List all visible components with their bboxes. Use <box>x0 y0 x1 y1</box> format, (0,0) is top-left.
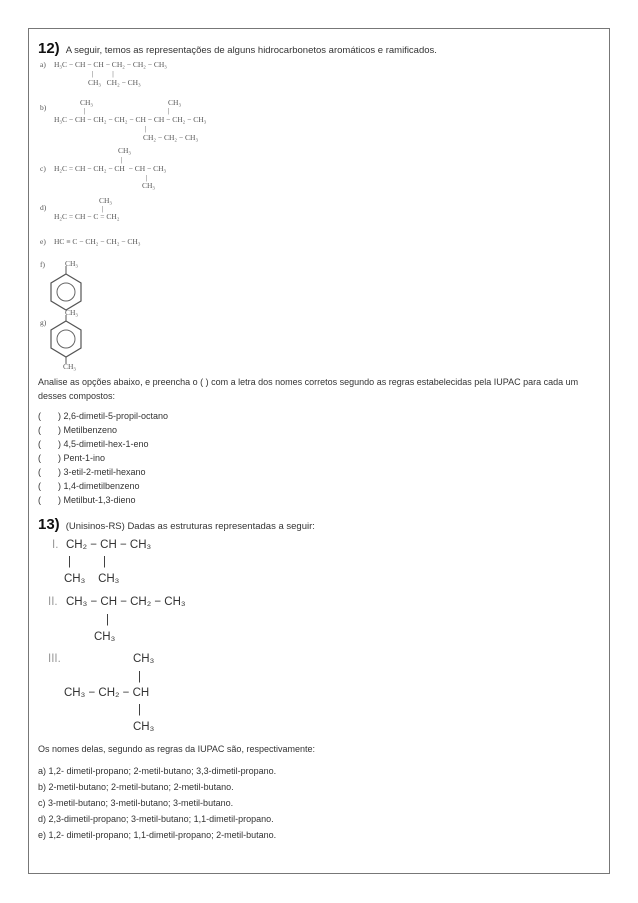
option-row: ( ) Metilbenzeno <box>38 425 118 435</box>
structure-g-label: g) <box>40 318 47 327</box>
structure-d-top: CH₃ <box>99 196 113 205</box>
structure-c-topbond: | <box>121 155 123 164</box>
question-12-header <box>38 40 437 57</box>
structure-c-main: H₂C = CH − CH₂ − CH − CH − CH₃ <box>54 164 167 173</box>
structure-III-label: III. <box>48 653 61 665</box>
structure-III-bot: CH₃ <box>133 721 155 733</box>
structure-b-topbond: | | <box>84 106 170 115</box>
structure-c-label: c) <box>40 164 46 173</box>
answer-option: a) 1,2- dimetil-propano; 2-metil-butano; 3,3-dimetil-propano. <box>38 766 277 776</box>
structure-g-sub-top: CH₃ <box>65 308 79 317</box>
answer-option: d) 2,3-dimetil-propano; 3-metil-butano; 1,1-dimetil-propano. <box>38 814 274 824</box>
structure-f-label: f) <box>40 260 45 269</box>
structure-III-top: CH₃ <box>133 653 155 665</box>
structure-a-bonds: | | <box>92 69 114 78</box>
structure-a-main: H₃C − CH − CH − CH₂ − CH₂ − CH₃ <box>54 60 167 69</box>
option-row: ( ) Metilbut-1,3-dieno <box>38 495 136 505</box>
structure-c-top: CH₃ <box>118 146 132 155</box>
structure-I-label: I. <box>52 539 59 551</box>
structure-II-label: II. <box>48 596 58 608</box>
question-13-header <box>38 516 315 533</box>
structure-b-label: b) <box>40 103 47 112</box>
structure-b-botbond: | <box>145 124 147 133</box>
structure-b-main: H₃C − CH − CH₂ − CH₂ − CH − CH − CH₂ − CH₃ <box>54 115 207 124</box>
option-row: ( ) 2,6-dimetil-5-propil-octano <box>38 411 169 421</box>
answer-option: c) 3-metil-butano; 3-metil-butano; 3-metil-butano. <box>38 798 234 808</box>
structure-e-label: e) <box>40 237 46 246</box>
structure-b-top: CH₃ CH₃ <box>80 98 182 107</box>
structure-III-botbond: | <box>138 704 141 716</box>
question-13-question: Os nomes delas, segundo as regras da IUPAC são, respectivamente: <box>38 744 315 754</box>
structure-a-subs: CH₃ CH₂ − CH₃ <box>88 78 141 87</box>
benzene-ring-f <box>48 266 84 314</box>
question-12-intro: A seguir, temos as representações de alguns hidrocarbonetos aromáticos e ramificados. <box>65 45 437 56</box>
structure-I-main: CH₂ − CH − CH₃ <box>66 539 152 551</box>
structure-b-bot: CH₂ − CH₂ − CH₃ <box>143 133 199 142</box>
structure-e-main: HC ≡ C − CH₂ − CH₂ − CH₃ <box>54 237 141 246</box>
structure-g-sub-bot: CH₃ <box>63 362 77 371</box>
structure-c-botbond: | <box>146 173 148 182</box>
option-row: ( ) 1,4-dimetilbenzeno <box>38 481 140 491</box>
structure-II-main: CH₃ − CH − CH₂ − CH₃ <box>66 596 186 608</box>
option-row: ( ) 4,5-dimetil-hex-1-eno <box>38 439 149 449</box>
question-12-number: 12) <box>38 40 60 57</box>
structure-III-topbond: | <box>138 671 141 683</box>
structure-II-bonds: | <box>106 614 109 626</box>
answer-option: e) 1,2- dimetil-propano; 1,1-dimetil-propano; 2-metil-butano. <box>38 830 277 840</box>
structure-d-main: H₂C = CH − C = CH₂ <box>54 212 120 221</box>
structure-a-label: a) <box>40 60 46 69</box>
option-row: ( ) 3-etil-2-metil-hexano <box>38 467 146 477</box>
option-row: ( ) Pent-1-ino <box>38 453 106 463</box>
structure-c-bot: CH₃ <box>142 181 156 190</box>
question-13-number: 13) <box>38 516 60 533</box>
benzene-ring-g <box>48 315 84 365</box>
structure-III-main: CH₃ − CH₂ − CH <box>64 687 150 699</box>
question-12-instruction: Analise as opções abaixo, e preencha o ( ) com a letra dos nomes corretos segundo as regras estabelecidas pela IUPAC para cada um desses compostos: <box>38 377 579 401</box>
structure-f-sub: CH₃ <box>65 259 79 268</box>
structure-d-topbond: | <box>102 204 104 213</box>
structure-II-subs: CH₃ <box>94 631 116 643</box>
structure-I-bonds: | | <box>68 556 106 568</box>
question-13-intro: (Unisinos-RS) Dadas as estruturas representadas a seguir: <box>65 521 315 532</box>
structure-I-subs: CH₃ CH₃ <box>64 573 120 585</box>
structure-d-label: d) <box>40 203 47 212</box>
answer-option: b) 2-metil-butano; 2-metil-butano; 2-metil-butano. <box>38 782 234 792</box>
